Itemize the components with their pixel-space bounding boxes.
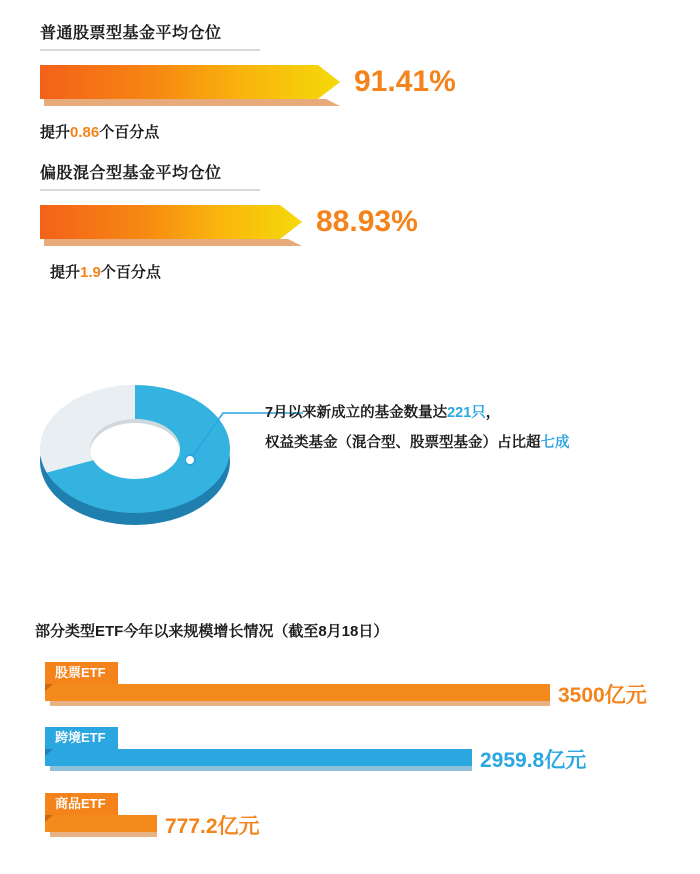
fund-share-donut-chart [40,385,240,535]
donut-annotation-count: 221只 [447,405,486,421]
fund-position-title-2: 偏股混合型基金平均仓位 [40,160,260,191]
etf-bar-stock [45,684,550,701]
fund-position-block-2 [40,160,660,282]
fund-position-sub-suffix-1: 个百分点 [99,124,160,141]
fund-position-block-1 [40,20,660,142]
etf-bar-commodity [45,815,157,832]
donut-annotation-line-1 [265,398,685,428]
donut-hole [90,419,180,479]
fund-position-value-2: 88.93% [316,205,418,238]
etf-bar-crossborder [45,749,472,766]
fund-position-arrow-1 [40,65,340,99]
etf-label-tail-stock [45,684,53,691]
donut-annotation-ratio: 七成 [540,435,570,451]
etf-value-commodity: 777.2亿元 [165,815,260,838]
etf-value-crossborder: 2959.8亿元 [480,749,587,772]
fund-position-value-1: 91.41% [354,65,456,98]
etf-value-stock: 3500亿元 [558,684,647,707]
etf-bar-shadow-commodity [50,832,157,837]
fund-position-sub-value-1: 0.86 [70,124,100,141]
donut-annotation [265,398,685,458]
fund-position-arrow-shadow-1 [44,99,340,106]
etf-label-tail-commodity [45,815,53,822]
fund-position-arrow-shadow-2 [44,239,302,246]
fund-position-sub-1 [40,121,660,142]
fund-position-bar-row-1 [40,65,660,99]
fund-position-sub-value-2: 1.9 [80,264,101,281]
donut-annotation-text-b: 权益类基金（混合型、股票型基金）占比超 [265,435,541,451]
donut-annotation-line-2 [265,428,685,458]
fund-position-bar-row-2 [40,205,660,239]
fund-position-title-1: 普通股票型基金平均仓位 [40,20,260,51]
fund-position-arrow-2 [40,205,302,239]
fund-position-sub-prefix-2: 提升 [50,264,81,281]
fund-position-sub-prefix-1: 提升 [40,124,71,141]
fund-position-sub-suffix-2: 个百分点 [100,264,161,281]
donut-annotation-comma: ， [485,405,501,421]
etf-bar-shadow-crossborder [50,766,472,771]
etf-label-crossborder: 跨境ETF [45,727,118,749]
fund-position-sub-2 [50,261,660,282]
etf-label-commodity: 商品ETF [45,793,118,815]
etf-bar-shadow-stock [50,701,550,706]
etf-label-tail-crossborder [45,749,53,756]
donut-annotation-text-a: 7月以来新成立的基金数量达 [265,405,448,421]
etf-section-title: 部分类型ETF今年以来规模增长情况（截至8月18日） [35,623,389,640]
etf-label-stock: 股票ETF [45,662,118,684]
